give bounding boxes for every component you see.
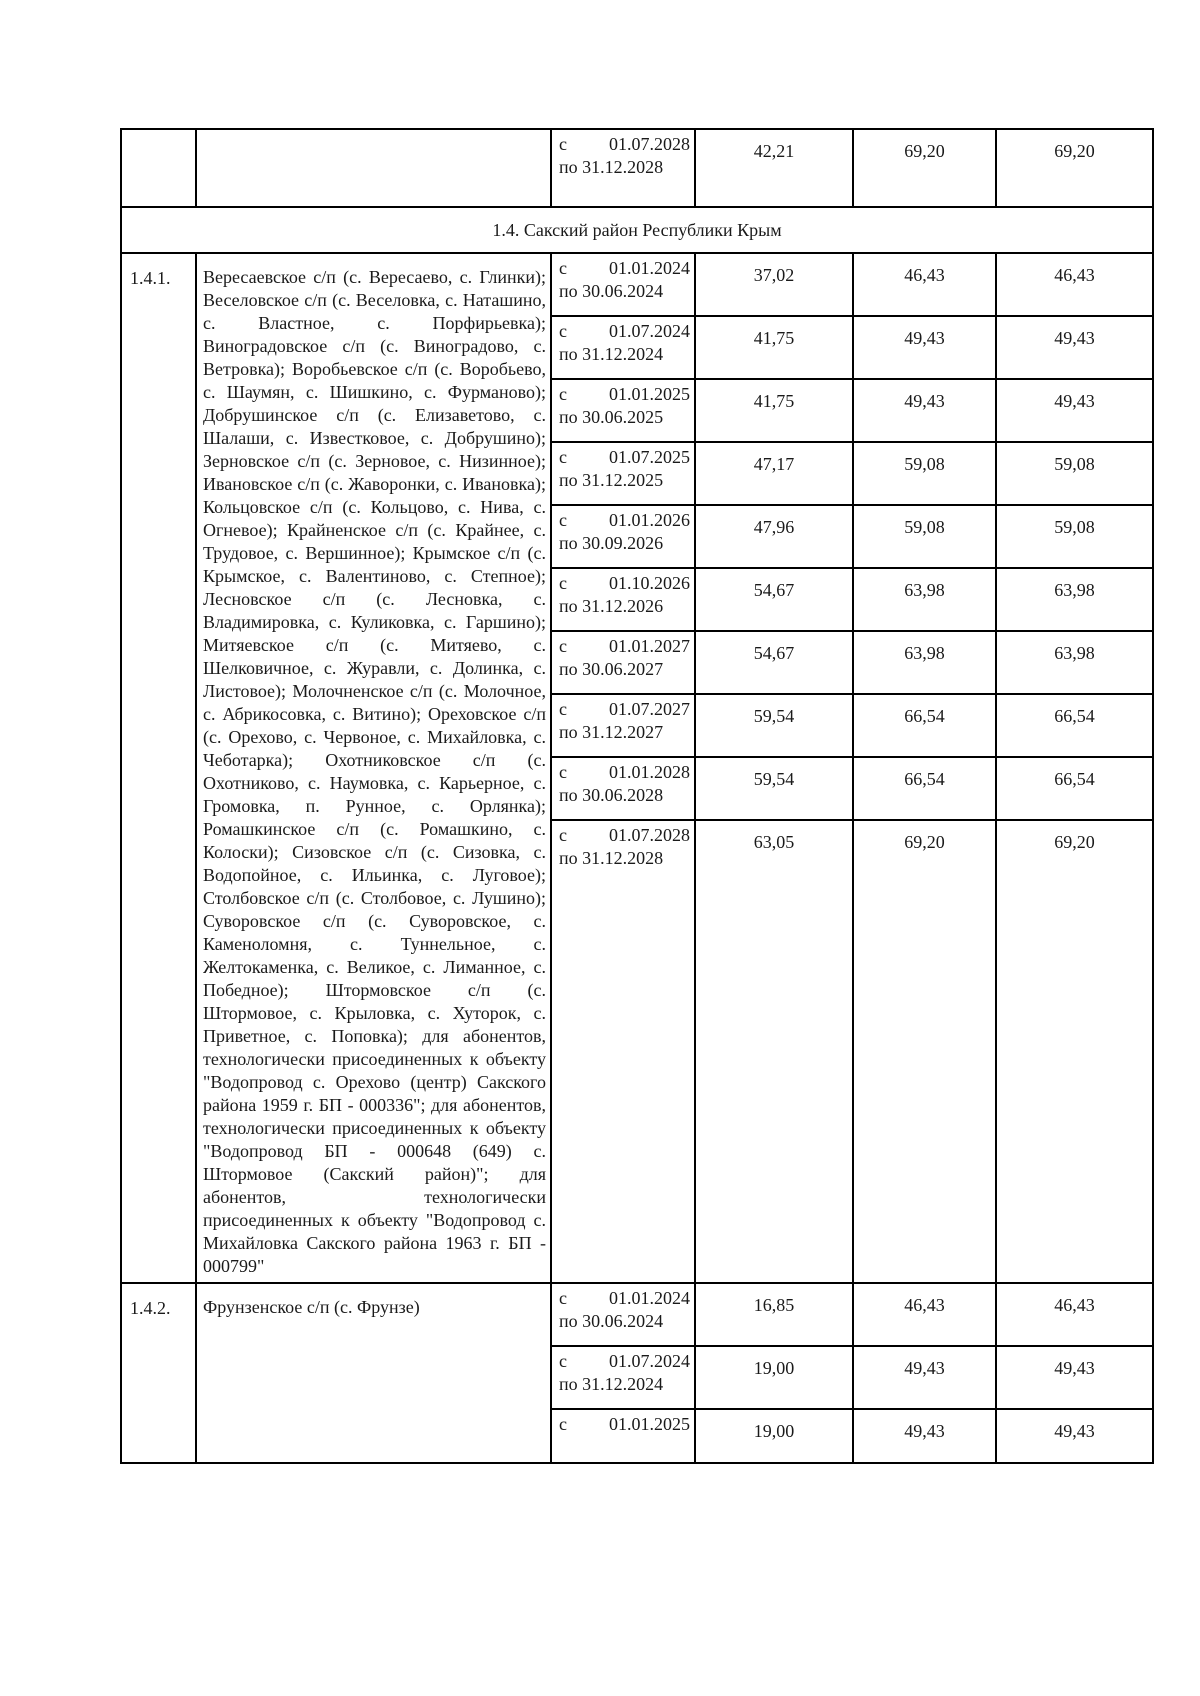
period-prefix: с — [559, 384, 567, 404]
value-cell-2: 46,43 — [853, 253, 996, 316]
period-to: по 30.06.2024 — [559, 281, 664, 301]
table-row — [121, 253, 1153, 316]
value-cell-2: 63,98 — [853, 568, 996, 631]
period-to: по 31.12.2027 — [559, 722, 664, 742]
value-cell-3: 66,54 — [996, 694, 1153, 757]
period-to: по 30.06.2024 — [559, 1311, 664, 1331]
value-cell-1: 59,54 — [695, 694, 853, 757]
value-cell-1: 19,00 — [695, 1346, 853, 1409]
period-from: 01.01.2024 — [609, 1288, 690, 1308]
period-cell — [551, 694, 695, 757]
value-cell-1: 42,21 — [695, 129, 853, 207]
period-prefix: с — [559, 134, 567, 154]
value-cell-3: 46,43 — [996, 1283, 1153, 1346]
period-prefix: с — [559, 825, 567, 845]
period-from: 01.01.2024 — [609, 258, 690, 278]
value-cell-2: 69,20 — [853, 129, 996, 207]
period-to: по 30.06.2028 — [559, 785, 664, 805]
row-number: 1.4.2. — [121, 1283, 196, 1463]
description-cell — [196, 129, 551, 207]
number-cell — [121, 129, 196, 207]
period-to: по 31.12.2024 — [559, 1374, 664, 1394]
period-from: 01.01.2025 — [609, 1414, 690, 1434]
value-cell-1: 59,54 — [695, 757, 853, 820]
period-prefix: с — [559, 258, 567, 278]
value-cell-2: 69,20 — [853, 820, 996, 1283]
period-from: 01.07.2024 — [609, 321, 690, 341]
value-cell-1: 41,75 — [695, 379, 853, 442]
period-cell — [551, 253, 695, 316]
value-cell-3: 63,98 — [996, 631, 1153, 694]
period-prefix: с — [559, 573, 567, 593]
period-prefix: с — [559, 1351, 567, 1371]
row-number: 1.4.1. — [121, 253, 196, 1283]
value-cell-1: 47,96 — [695, 505, 853, 568]
value-cell-3: 66,54 — [996, 757, 1153, 820]
value-cell-2: 66,54 — [853, 757, 996, 820]
period-prefix: с — [559, 321, 567, 341]
period-to: по 30.06.2025 — [559, 407, 664, 427]
value-cell-1: 19,00 — [695, 1409, 853, 1463]
period-cell — [551, 631, 695, 694]
value-cell-3: 49,43 — [996, 1346, 1153, 1409]
value-cell-2: 49,43 — [853, 316, 996, 379]
period-cell — [551, 757, 695, 820]
value-cell-2: 49,43 — [853, 1346, 996, 1409]
value-cell-2: 66,54 — [853, 694, 996, 757]
value-cell-1: 16,85 — [695, 1283, 853, 1346]
table-row — [121, 1283, 1153, 1346]
value-cell-3: 49,43 — [996, 379, 1153, 442]
period-from: 01.01.2026 — [609, 510, 690, 530]
value-cell-3: 63,98 — [996, 568, 1153, 631]
period-prefix: с — [559, 510, 567, 530]
area-description: Фрунзенское с/п (с. Фрунзе) — [196, 1283, 551, 1463]
value-cell-3: 59,08 — [996, 505, 1153, 568]
period-from: 01.01.2028 — [609, 762, 690, 782]
period-to: по 31.12.2028 — [559, 848, 664, 868]
value-cell-3: 69,20 — [996, 129, 1153, 207]
period-cell — [551, 568, 695, 631]
value-cell-2: 49,43 — [853, 379, 996, 442]
value-cell-3: 46,43 — [996, 253, 1153, 316]
period-cell — [551, 316, 695, 379]
period-cell — [551, 1283, 695, 1346]
value-cell-1: 54,67 — [695, 631, 853, 694]
period-cell — [551, 379, 695, 442]
value-cell-1: 47,17 — [695, 442, 853, 505]
period-from: 01.01.2027 — [609, 636, 690, 656]
tariff-table — [120, 128, 1154, 1464]
period-to: по 31.12.2026 — [559, 596, 664, 616]
value-cell-2: 49,43 — [853, 1409, 996, 1463]
period-from: 01.01.2025 — [609, 384, 690, 404]
value-cell-3: 69,20 — [996, 820, 1153, 1283]
period-cell — [551, 1346, 695, 1409]
period-prefix: с — [559, 636, 567, 656]
period-cell — [551, 1409, 695, 1463]
period-from: 01.07.2028 — [609, 134, 690, 154]
period-to: по 30.09.2026 — [559, 533, 664, 553]
tariff-table-body — [121, 129, 1153, 1463]
period-to: по 31.12.2028 — [559, 157, 664, 177]
value-cell-2: 63,98 — [853, 631, 996, 694]
area-description: Вересаевское с/п (с. Вересаево, с. Глинки); Веселовское с/п (с. Веселовка, с. Наташино, с. Властное, с. Порфирьевка); Виноградовское с/п (с. Виноградово, с. Ветровка); Воробьевское с/п (с. Воробьево, с. Шаумян, с. Шишкино, с. Фурманово); Добрушинское с/п (с. Елизаветово, с. Шалаши, с. Известковое, с. Добрушино); Зерновское с/п (с. Зерновое, с. Низинное); Ивановское с/п (с. Жаворонки, с. Ивановка); Кольцовское с/п (с. Кольцово, с. Нива, с. Огневое); Крайненское с/п (с. Крайнее, с. Трудовое, с. Вершинное); Крымское с/п (с. Крымское, с. Валентиново, с. Степное); Лесновское с/п (с. Лесновка, с. Владимировка, с. Куликовка, с. Гаршино); Митяевское с/п (с. Митяево, с. Шелковичное, с. Журавли, с. Долинка, с. Листовое); Молочненское с/п (с. Молочное, с. Абрикосовка, с. Витино); Ореховское с/п (с. Орехово, с. Червоное, с. Михайловка, с. Чеботарка); Охотниковское с/п (с. Охотниково, с. Наумовка, с. Карьерное, с. Громовка, п. Рунное, с. Орлянка); Ромашкинское с/п (с. Ромашкино, с. Колоски); Сизовское с/п (с. Сизовка, с. Водопойное, с. Ильинка, с. Луговое); Столбовское с/п (с. Столбовое, с. Лушино); Суворовское с/п (с. Суворовское, с. Каменоломня, с. Туннельное, с. Желтокаменка, с. Великое, с. Лиманное, с. Победное); Штормовское с/п (с. Штормовое, с. Крыловка, с. Хуторок, с. Приветное, с. Поповка); для абонентов, технологически присоединенных к объекту "Водопровод с. Орехово (центр) Сакского района 1959 г. БП - 000336"; для абонентов, технологически присоединенных к объекту "Водопровод БП - 000648 (649) с. Штормовое (Сакский район)"; для абонентов, технологически присоединенных к объекту "Водопровод с. Михайловка Сакского района 1963 г. БП - 000799" — [196, 253, 551, 1283]
period-from: 01.07.2025 — [609, 447, 690, 467]
table-row — [121, 129, 1153, 207]
period-to: по 31.12.2024 — [559, 344, 664, 364]
value-cell-2: 59,08 — [853, 442, 996, 505]
period-from: 01.07.2028 — [609, 825, 690, 845]
value-cell-3: 49,43 — [996, 1409, 1153, 1463]
value-cell-2: 46,43 — [853, 1283, 996, 1346]
period-to: по 31.12.2025 — [559, 470, 664, 490]
period-to: по 30.06.2027 — [559, 659, 664, 679]
value-cell-1: 37,02 — [695, 253, 853, 316]
value-cell-1: 63,05 — [695, 820, 853, 1283]
period-prefix: с — [559, 1414, 567, 1434]
period-prefix: с — [559, 447, 567, 467]
period-cell — [551, 129, 695, 207]
value-cell-3: 49,43 — [996, 316, 1153, 379]
value-cell-1: 54,67 — [695, 568, 853, 631]
period-prefix: с — [559, 699, 567, 719]
section-row — [121, 207, 1153, 253]
period-prefix: с — [559, 762, 567, 782]
value-cell-3: 59,08 — [996, 442, 1153, 505]
value-cell-1: 41,75 — [695, 316, 853, 379]
period-cell — [551, 505, 695, 568]
section-title: 1.4. Сакский район Республики Крым — [121, 207, 1153, 253]
period-from: 01.10.2026 — [609, 573, 690, 593]
period-from: 01.07.2024 — [609, 1351, 690, 1371]
value-cell-2: 59,08 — [853, 505, 996, 568]
period-from: 01.07.2027 — [609, 699, 690, 719]
period-cell — [551, 442, 695, 505]
period-cell — [551, 820, 695, 1283]
period-prefix: с — [559, 1288, 567, 1308]
